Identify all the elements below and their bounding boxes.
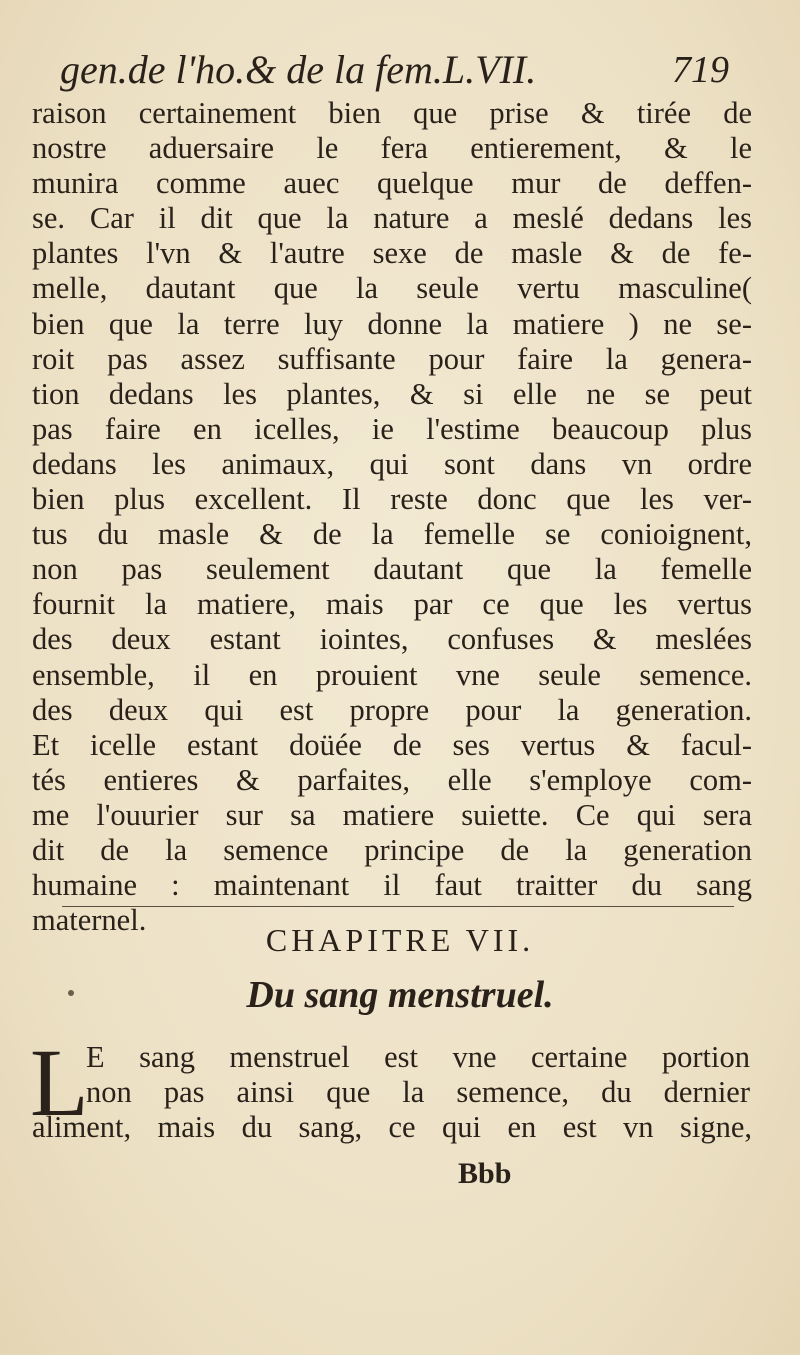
text-line: tion dedans les plantes, & si elle ne se peut [32,376,752,411]
chapter-heading: CHAPITRE VII. [265,922,535,958]
paragraph-2-indented [86,1040,750,1110]
text-line: dedans les animaux, qui sont dans vn ordre [32,446,752,481]
chapter-subtitle: Du sang menstruel. [246,974,554,1016]
drop-initial: L [30,1029,89,1136]
text-line: nostre aduersaire le fera entierement, & le [32,131,752,166]
signature-mark: Bbb [458,1157,512,1190]
text-line: tés entieres & parfaites, elle s'employe com- [32,762,752,797]
section-rule [62,906,734,907]
text-line: maternel. [32,903,147,938]
text-line: des deux estant iointes, confuses & meslées [32,622,752,657]
text-line: pas faire en icelles, ie l'estime beaucoup plus [32,411,752,446]
text-line: munira comme auec quelque mur de deffen- [32,166,752,201]
paragraph-2-full [32,1110,752,1145]
text-line: aliment, mais du sang, ce qui en est vn signe, [32,1110,752,1145]
text-line: E sang menstruel est vne certaine portion [86,1040,750,1074]
running-head: gen.de l'ho.& de la fem.L.VII. [60,47,537,92]
text-line: bien que la terre luy donne la matiere ) ne se- [32,306,752,341]
text-line: non pas ainsi que la semence, du dernier [86,1075,750,1110]
text-line: fournit la matiere, mais par ce que les vertus [32,587,752,622]
paragraph-1 [32,96,752,938]
text-line: ensemble, il en prouient vne seule semence. [32,657,752,692]
text-line: tus du masle & de la femelle se conioignent, [32,517,752,552]
text-line: bien plus excellent. Il reste donc que les ver- [32,482,752,517]
text-line: melle, dautant que la seule vertu masculine( [32,271,752,306]
text-line: se. Car il dit que la nature a meslé dedans les [32,201,752,236]
text-line: des deux qui est propre pour la generation. [32,692,752,727]
text-line: roit pas assez suffisante pour faire la genera- [32,341,752,376]
text-line: dit de la semence principe de la generation [32,832,752,867]
page-number: 719 [672,49,729,91]
text-line: non pas seulement dautant que la femelle [32,552,752,587]
text-line: plantes l'vn & l'autre sexe de masle & de fe- [32,236,752,271]
text-line: raison certainement bien que prise & tirée de [32,96,752,130]
text-line: me l'ouurier sur sa matiere suiette. Ce qui sera [32,797,752,832]
text-line: humaine : maintenant il faut traitter du sang [32,868,752,903]
text-line: Et icelle estant doüée de ses vertus & facul- [32,727,752,762]
